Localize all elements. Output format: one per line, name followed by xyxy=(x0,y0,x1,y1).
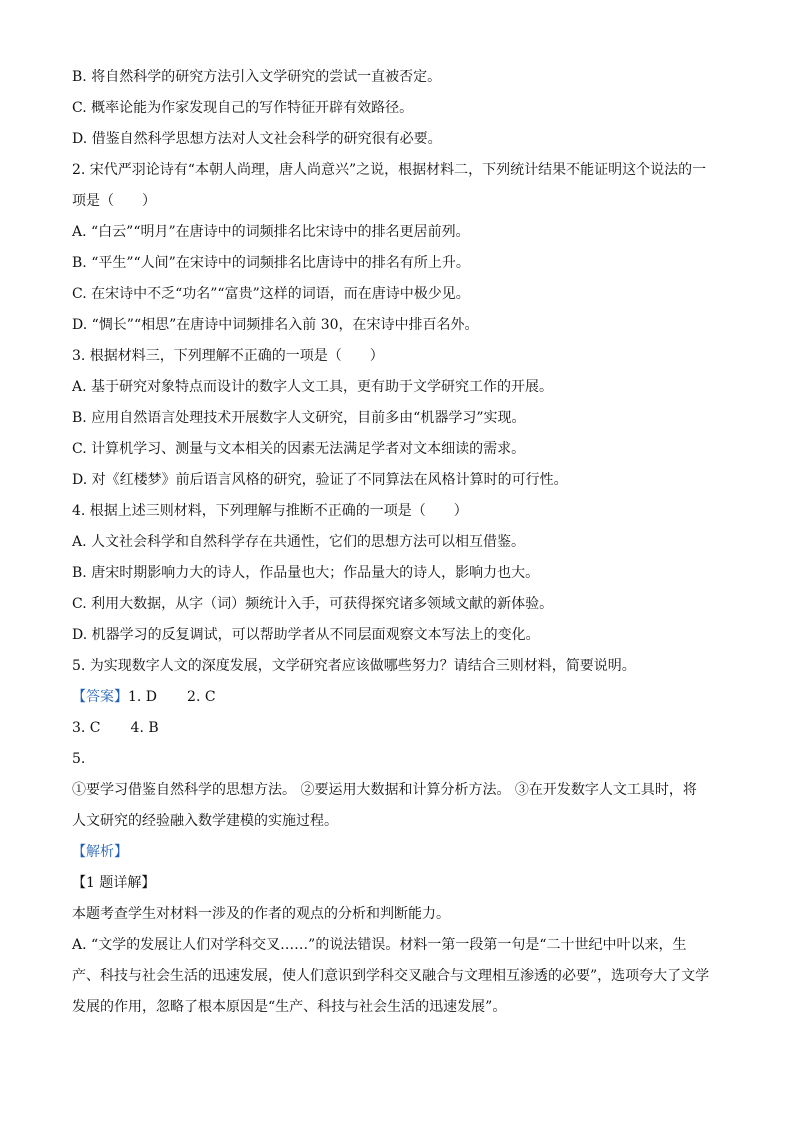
answer-row-1 xyxy=(72,682,722,713)
analysis-para-line-1: A. “文学的发展让人们对学科交叉……”的说法错误。材料一第一段第一句是“二十世纪中叶以来，生 xyxy=(72,937,687,953)
q5-stem: 5. 为实现数字人文的深度发展，文学研究者应该做哪些努力？请结合三则材料，简要说明。 xyxy=(72,658,636,674)
q2-stem-line-1: 2. 宋代严羽论诗有“本朝人尚理，唐人尚意兴”之说，根据材料二，下列统计结果不能证明这个说法的一 xyxy=(72,162,707,178)
q2-option-a: A. “白云”“明月”在唐诗中的词频排名比宋诗中的排名更居前列。 xyxy=(72,224,470,240)
answer-row-2 xyxy=(72,713,722,744)
q1-option-d: D. 借鉴自然科学思想方法对人文社会科学的研究很有必要。 xyxy=(72,131,442,147)
q4-option-c: C. 利用大数据，从字（词）频统计入手，可获得探究诸多领域文献的新体验。 xyxy=(72,596,554,612)
q3-option-a: A. 基于研究对象特点而设计的数字人文工具，更有助于文学研究工作的开展。 xyxy=(72,379,554,395)
q2-option-d: D. “惆长”“相思”在唐诗中词频排名入前 30，在宋诗中排百名外。 xyxy=(72,317,479,333)
q3-option-b: B. 应用自然语言处理技术开展数字人文研究，目前多由“机器学习”实现。 xyxy=(72,410,526,426)
analysis-para-line-2: 产、科技与社会生活的迅速发展，使人们意识到学科交叉融合与文理相互渗透的必要”，选项夸大了文学 xyxy=(72,968,710,984)
analysis-intro: 本题考查学生对材料一涉及的作者的观点的分析和判断能力。 xyxy=(72,906,450,922)
q3-stem: 3. 根据材料三，下列理解不正确的一项是（ ） xyxy=(72,348,384,364)
q2-option-b: B. “平生”“人间”在宋诗中的词频排名比唐诗中的排名有所上升。 xyxy=(72,255,470,271)
answer-5-text-line-2: 人文研究的经验融入数学建模的实施过程。 xyxy=(72,813,338,829)
answer-3: 3. C xyxy=(72,720,101,736)
answer-2: 2. C xyxy=(187,689,216,705)
q1-option-c: C. 概率论能为作家发现自己的写作特征开辟有效路径。 xyxy=(72,100,414,116)
q2-option-c: C. 在宋诗中不乏“功名”“富贵”这样的词语，而在唐诗中极少见。 xyxy=(72,286,470,302)
q2-stem-line-2: 项是（ ） xyxy=(72,193,156,209)
q4-stem: 4. 根据上述三则材料，下列理解与推断不正确的一项是（ ） xyxy=(72,503,468,519)
answer-5-number: 5. xyxy=(72,751,86,767)
answer-1: 1. D xyxy=(128,689,158,705)
q4-option-a: A. 人文社会科学和自然科学存在共通性，它们的思想方法可以相互借鉴。 xyxy=(72,534,526,550)
q1-option-b: B. 将自然科学的研究方法引入文学研究的尝试一直被否定。 xyxy=(72,69,442,85)
q4-option-d: D. 机器学习的反复调试，可以帮助学者从不同层面观察文本写法上的变化。 xyxy=(72,627,540,643)
detail-title: 【1 题详解】 xyxy=(72,875,156,891)
analysis-para-line-3: 发展的作用，忽略了根本原因是“生产、科技与社会生活的迅速发展”。 xyxy=(72,999,507,1015)
analysis-label: 【解析】 xyxy=(72,844,128,860)
q4-option-b: B. 唐宋时期影响力大的诗人，作品量也大；作品量大的诗人，影响力也大。 xyxy=(72,565,540,581)
q3-option-d: D. 对《红楼梦》前后语言风格的研究，验证了不同算法在风格计算时的可行性。 xyxy=(72,472,568,488)
q3-option-c: C. 计算机学习、测量与文本相关的因素无法满足学者对文本细读的需求。 xyxy=(72,441,526,457)
answer-4: 4. B xyxy=(130,720,159,736)
answer-5-text-line-1: ①要学习借鉴自然科学的思想方法。 ②要运用大数据和计算分析方法。 ③在开发数字人文工具时，将 xyxy=(72,782,697,798)
answer-label: 【答案】 xyxy=(72,689,128,705)
